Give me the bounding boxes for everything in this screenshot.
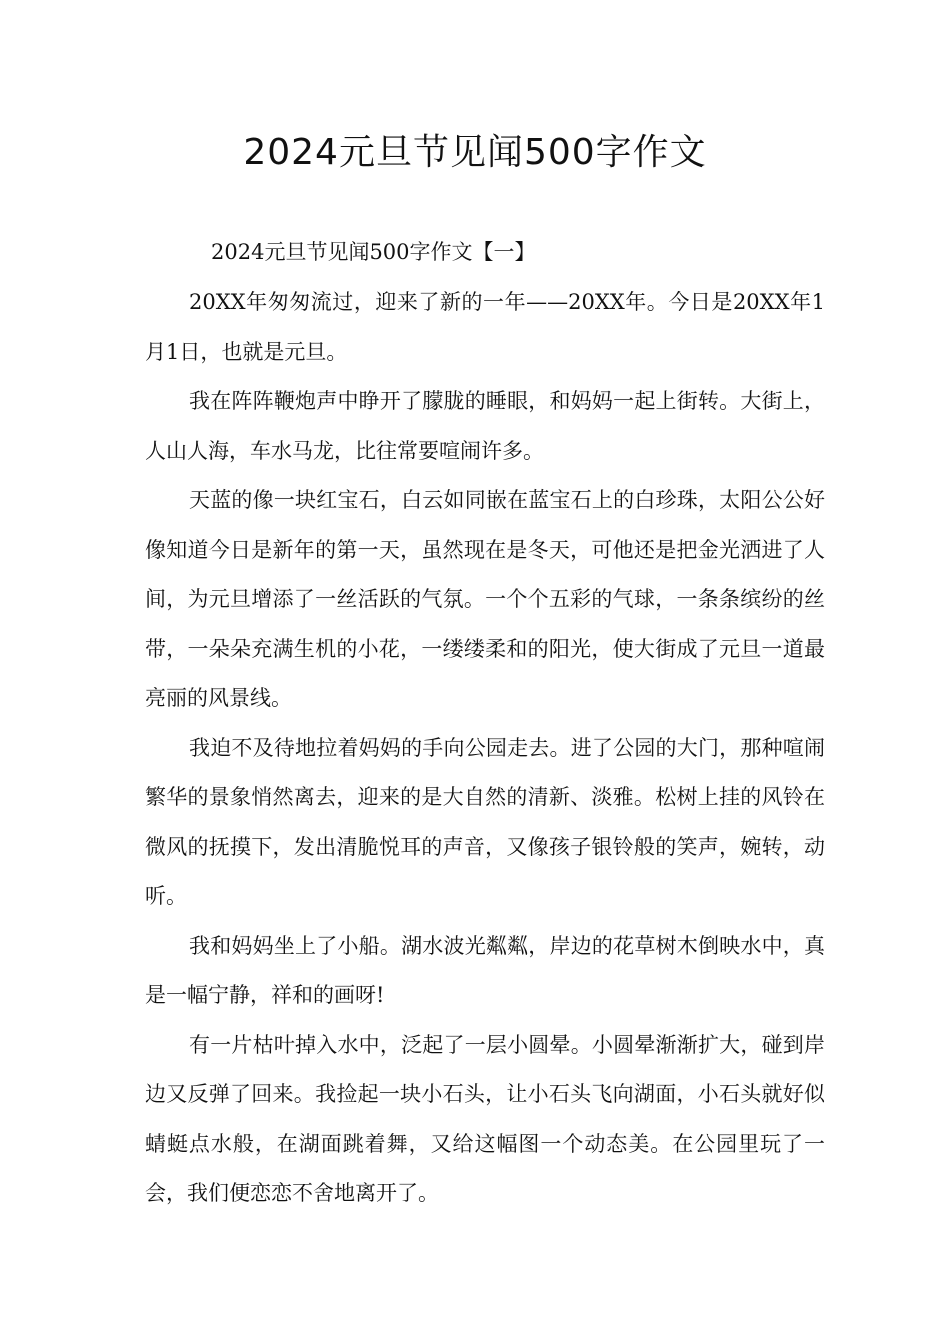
paragraph-3: 天蓝的像一块红宝石，白云如同嵌在蓝宝石上的白珍珠，太阳公公好像知道今日是新年的第一天，虽然现在是冬天，可他还是把金光洒进了人间，为元旦增添了一丝活跃的气氛。一个个五彩的气球，一条条缤纷的丝带，一朵朵充满生机的小花，一缕缕柔和的阳光，使大街成了元旦一道最亮丽的风景线。 <box>145 488 825 710</box>
paragraph-4: 我迫不及待地拉着妈妈的手向公园走去。进了公园的大门，那种喧闹繁华的景象悄然离去，迎来的是大自然的清新、淡雅。松树上挂的风铃在微风的抚摸下，发出清脆悦耳的声音，又像孩子银铃般的笑声，婉转，动听。 <box>145 735 825 908</box>
document-title: 2024元旦节见闻500字作文 <box>243 132 707 173</box>
document-body <box>145 226 825 1219</box>
section-heading: 2024元旦节见闻500字作文【一】 <box>211 240 536 264</box>
paragraph-1: 20XX年匆匆流过，迎来了新的一年——20XX年。今日是20XX年1月1日，也就是元旦。 <box>145 290 825 364</box>
paragraph-6: 有一片枯叶掉入水中，泛起了一层小圆晕。小圆晕渐渐扩大，碰到岸边又反弹了回来。我捡起一块小石头，让小石头飞向湖面，小石头就好似蜻蜓点水般，在湖面跳着舞，又给这幅图一个动态美。在公园里玩了一会，我们便恋恋不舍地离开了。 <box>145 1032 825 1205</box>
paragraph-5: 我和妈妈坐上了小船。湖水波光粼粼，岸边的花草树木倒映水中，真是一幅宁静，祥和的画呀! <box>145 933 825 1007</box>
paragraph-2: 我在阵阵鞭炮声中睁开了朦胧的睡眼，和妈妈一起上街转。大街上，人山人海，车水马龙，比往常要喧闹许多。 <box>145 389 825 463</box>
